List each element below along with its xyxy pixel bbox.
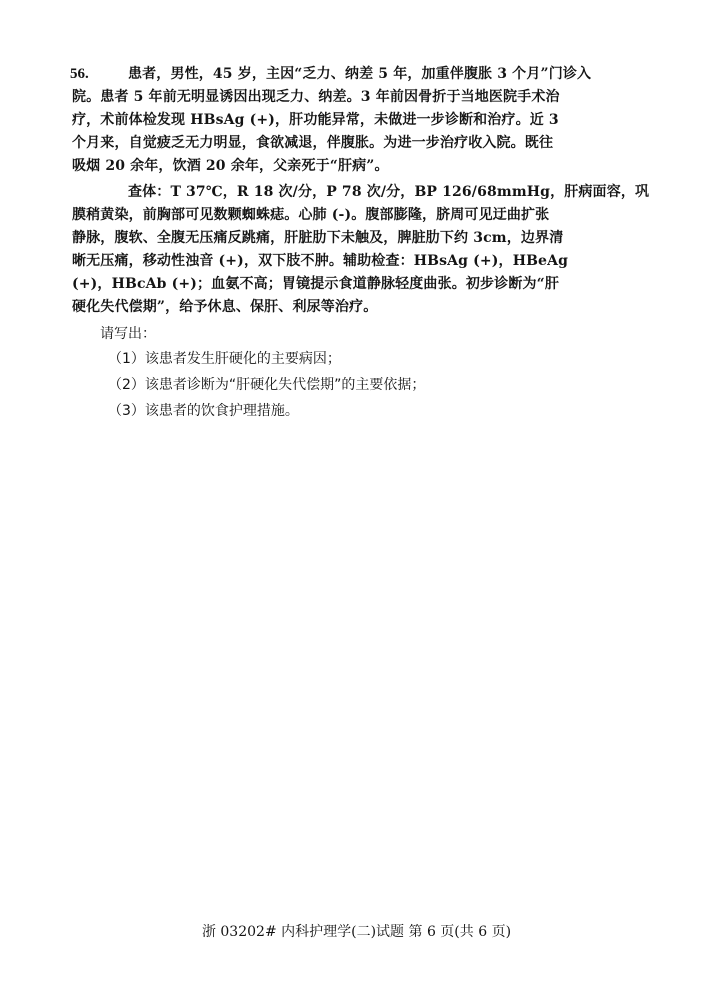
case-line: 个月来，自觉疲乏无力明显，食欲减退，伴腹胀。为进一步治疗收入院。既往 <box>72 135 554 151</box>
sub-question: （2）该患者诊断为“肝硬化失代偿期”的主要依据； <box>108 377 426 393</box>
exam-line: 硬化失代偿期”，给予休息、保肝、利尿等治疗。 <box>72 299 378 315</box>
exam-line: (+)，HBcAb (+)；血氨不高；胃镜提示食道静脉轻度曲张。初步诊断为“肝 <box>72 276 559 292</box>
page-footer: 浙 03202# 内科护理学(二)试题 第 6 页(共 6 页) <box>201 924 512 940</box>
answer-prompt: 请写出： <box>100 326 156 342</box>
exam-line: 晰无压痛，移动性浊音 (+)，双下肢不肿。辅助检查：HBsAg (+)，HBeAg <box>72 253 569 269</box>
question-number: 56. <box>70 66 89 82</box>
exam-findings <box>72 181 650 319</box>
sub-question: （3）该患者的饮食护理措施。 <box>108 403 299 419</box>
exam-line: 静脉，腹软、全腹无压痛反跳痛，肝脏肋下未触及，脾脏肋下约 3cm，边界清 <box>72 230 564 246</box>
case-line: 患者，男性，45 岁，主因“乏力、纳差 5 年，加重伴腹胀 3 个月”门诊入 <box>128 66 592 82</box>
exam-line: 查体：T 37℃，R 18 次/分，P 78 次/分，BP 126/68mmHg，肝病面容，巩 <box>128 184 650 200</box>
case-line: 吸烟 20 余年，饮酒 20 余年，父亲死于“肝病”。 <box>72 158 389 174</box>
sub-question: （1）该患者发生肝硬化的主要病因； <box>108 351 341 367</box>
exam-line: 膜稍黄染，前胸部可见数颗蜘蛛痣。心肺 (-)。腹部膨隆，脐周可见迂曲扩张 <box>72 207 550 223</box>
sub-question-list <box>108 346 425 424</box>
case-line: 疗，术前体检发现 HBsAg (+)，肝功能异常，未做进一步诊断和治疗。近 3 <box>72 112 559 128</box>
case-line: 院。患者 5 年前无明显诱因出现乏力、纳差。3 年前因骨折于当地医院手术治 <box>72 89 560 105</box>
